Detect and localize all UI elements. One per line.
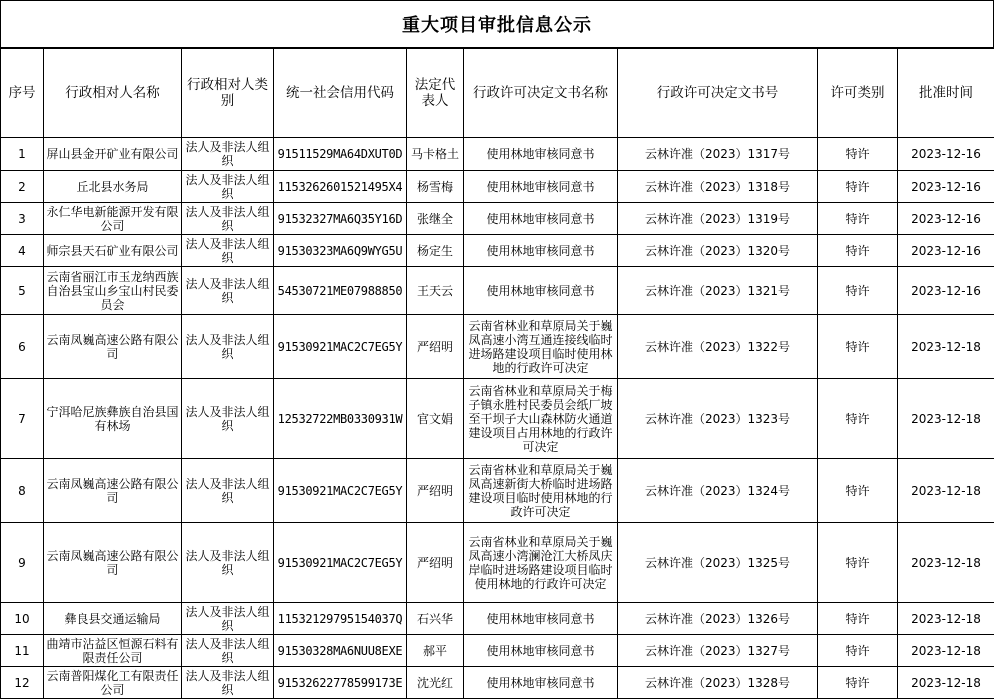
- decision-name: 云南省林业和草原局关于梅子镇永胜村民委员会纸厂坡至干坝子大山森林防火通道建设项目占用林地的行政许可决定: [464, 379, 618, 459]
- party-type: 法人及非法人组织: [182, 138, 274, 171]
- header-credit-code: 统一社会信用代码: [274, 49, 407, 138]
- row-index: 11: [1, 635, 44, 667]
- party-type: 法人及非法人组织: [182, 635, 274, 667]
- header-index: 序号: [1, 49, 44, 138]
- row-index: 1: [1, 138, 44, 171]
- party-name: 宁洱哈尼族彝族自治县国有林场: [44, 379, 182, 459]
- approval-date: 2023-12-18: [898, 667, 994, 699]
- approval-date: 2023-12-18: [898, 459, 994, 523]
- table-row: [1, 667, 994, 699]
- table-row: [1, 379, 994, 459]
- table-row: [1, 315, 994, 379]
- license-category: 特许: [818, 171, 898, 203]
- credit-code: 91530921MAC2C7EG5Y: [274, 315, 407, 379]
- row-index: 9: [1, 523, 44, 603]
- party-name: 屏山县金开矿业有限公司: [44, 138, 182, 171]
- license-category: 特许: [818, 315, 898, 379]
- approval-date: 2023-12-16: [898, 138, 994, 171]
- legal-rep: 沈光红: [407, 667, 464, 699]
- row-index: 10: [1, 603, 44, 635]
- legal-rep: 马卡格土: [407, 138, 464, 171]
- decision-number: 云林许准（2023）1322号: [618, 315, 818, 379]
- party-name: 云南凤巍高速公路有限公司: [44, 315, 182, 379]
- license-category: 特许: [818, 235, 898, 267]
- row-index: 7: [1, 379, 44, 459]
- party-type: 法人及非法人组织: [182, 379, 274, 459]
- decision-name: 使用林地审核同意书: [464, 235, 618, 267]
- decision-name: 使用林地审核同意书: [464, 603, 618, 635]
- license-category: 特许: [818, 523, 898, 603]
- credit-code: 91511529MA64DXUT0D: [274, 138, 407, 171]
- credit-code: 91530921MAC2C7EG5Y: [274, 459, 407, 523]
- legal-rep: 严绍明: [407, 523, 464, 603]
- party-name: 彝良县交通运输局: [44, 603, 182, 635]
- decision-number: 云林许准（2023）1327号: [618, 635, 818, 667]
- row-index: 12: [1, 667, 44, 699]
- party-type: 法人及非法人组织: [182, 459, 274, 523]
- credit-code: 91530328MA6NUU8EXE: [274, 635, 407, 667]
- legal-rep: 郝平: [407, 635, 464, 667]
- party-type: 法人及非法人组织: [182, 523, 274, 603]
- decision-name: 使用林地审核同意书: [464, 138, 618, 171]
- party-type: 法人及非法人组织: [182, 267, 274, 315]
- header-legal-rep: 法定代表人: [407, 49, 464, 138]
- table-row: [1, 267, 994, 315]
- credit-code: 91530323MA6Q9WYG5U: [274, 235, 407, 267]
- approval-date: 2023-12-16: [898, 203, 994, 235]
- party-type: 法人及非法人组织: [182, 315, 274, 379]
- legal-rep: 石兴华: [407, 603, 464, 635]
- row-index: 6: [1, 315, 44, 379]
- row-index: 5: [1, 267, 44, 315]
- license-category: 特许: [818, 267, 898, 315]
- license-category: 特许: [818, 667, 898, 699]
- header-license-category: 许可类别: [818, 49, 898, 138]
- row-index: 8: [1, 459, 44, 523]
- legal-rep: 杨雪梅: [407, 171, 464, 203]
- page-title: 重大项目审批信息公示: [0, 0, 994, 48]
- decision-number: 云林许准（2023）1323号: [618, 379, 818, 459]
- party-name: 云南凤巍高速公路有限公司: [44, 523, 182, 603]
- approval-date: 2023-12-18: [898, 379, 994, 459]
- header-party-type: 行政相对人类别: [182, 49, 274, 138]
- approval-date: 2023-12-18: [898, 603, 994, 635]
- approval-date: 2023-12-16: [898, 171, 994, 203]
- table-row: [1, 603, 994, 635]
- party-name: 丘北县水务局: [44, 171, 182, 203]
- header-party-name: 行政相对人名称: [44, 49, 182, 138]
- party-type: 法人及非法人组织: [182, 667, 274, 699]
- legal-rep: 杨定生: [407, 235, 464, 267]
- decision-name: 云南省林业和草原局关于巍凤高速小湾澜沧江大桥凤庆岸临时进场路建设项目临时使用林地的行政许可决定: [464, 523, 618, 603]
- table-row: [1, 171, 994, 203]
- decision-name: 云南省林业和草原局关于巍凤高速新街大桥临时进场路建设项目临时使用林地的行政许可决定: [464, 459, 618, 523]
- party-name: 云南省丽江市玉龙纳西族自治县宝山乡宝山村民委员会: [44, 267, 182, 315]
- party-type: 法人及非法人组织: [182, 603, 274, 635]
- decision-name: 云南省林业和草原局关于巍凤高速小湾互通连接线临时进场路建设项目临时使用林地的行政许可决定: [464, 315, 618, 379]
- license-category: 特许: [818, 379, 898, 459]
- decision-number: 云林许准（2023）1325号: [618, 523, 818, 603]
- header-approval-date: 批准时间: [898, 49, 994, 138]
- table-row: [1, 235, 994, 267]
- party-name: 云南普阳煤化工有限责任公司: [44, 667, 182, 699]
- decision-name: 使用林地审核同意书: [464, 171, 618, 203]
- legal-rep: 张继全: [407, 203, 464, 235]
- decision-name: 使用林地审核同意书: [464, 267, 618, 315]
- license-category: 特许: [818, 203, 898, 235]
- credit-code: 54530721ME07988850: [274, 267, 407, 315]
- approval-date: 2023-12-16: [898, 267, 994, 315]
- party-type: 法人及非法人组织: [182, 171, 274, 203]
- row-index: 3: [1, 203, 44, 235]
- license-category: 特许: [818, 603, 898, 635]
- party-name: 永仁华电新能源开发有限公司: [44, 203, 182, 235]
- party-type: 法人及非法人组织: [182, 203, 274, 235]
- table-row: [1, 635, 994, 667]
- table-body: [1, 138, 994, 699]
- decision-name: 使用林地审核同意书: [464, 203, 618, 235]
- approval-date: 2023-12-16: [898, 235, 994, 267]
- row-index: 2: [1, 171, 44, 203]
- table-row: [1, 523, 994, 603]
- license-category: 特许: [818, 459, 898, 523]
- table-row: [1, 138, 994, 171]
- header-decision-number: 行政许可决定文书号: [618, 49, 818, 138]
- decision-number: 云林许准（2023）1326号: [618, 603, 818, 635]
- credit-code: 12532722MB0330931W: [274, 379, 407, 459]
- legal-rep: 官文娟: [407, 379, 464, 459]
- decision-name: 使用林地审核同意书: [464, 667, 618, 699]
- decision-number: 云林许准（2023）1321号: [618, 267, 818, 315]
- table-row: [1, 459, 994, 523]
- decision-number: 云林许准（2023）1320号: [618, 235, 818, 267]
- decision-number: 云林许准（2023）1328号: [618, 667, 818, 699]
- party-name: 云南凤巍高速公路有限公司: [44, 459, 182, 523]
- legal-rep: 王天云: [407, 267, 464, 315]
- credit-code: 91532622778599173E: [274, 667, 407, 699]
- table-header-row: [1, 49, 994, 138]
- approval-date: 2023-12-18: [898, 635, 994, 667]
- approval-table: [0, 48, 994, 699]
- header-decision-name: 行政许可决定文书名称: [464, 49, 618, 138]
- approval-date: 2023-12-18: [898, 523, 994, 603]
- legal-rep: 严绍明: [407, 315, 464, 379]
- party-type: 法人及非法人组织: [182, 235, 274, 267]
- legal-rep: 严绍明: [407, 459, 464, 523]
- decision-number: 云林许准（2023）1318号: [618, 171, 818, 203]
- license-category: 特许: [818, 635, 898, 667]
- party-name: 师宗县天石矿业有限公司: [44, 235, 182, 267]
- decision-number: 云林许准（2023）1317号: [618, 138, 818, 171]
- decision-number: 云林许准（2023）1324号: [618, 459, 818, 523]
- table-row: [1, 203, 994, 235]
- approval-date: 2023-12-18: [898, 315, 994, 379]
- license-category: 特许: [818, 138, 898, 171]
- credit-code: 91532327MA6Q35Y16D: [274, 203, 407, 235]
- decision-name: 使用林地审核同意书: [464, 635, 618, 667]
- row-index: 4: [1, 235, 44, 267]
- credit-code: 11532129795154037Q: [274, 603, 407, 635]
- party-name: 曲靖市沾益区恒源石料有限责任公司: [44, 635, 182, 667]
- decision-number: 云林许准（2023）1319号: [618, 203, 818, 235]
- credit-code: 91530921MAC2C7EG5Y: [274, 523, 407, 603]
- credit-code: 11532626015214​95X4: [274, 171, 407, 203]
